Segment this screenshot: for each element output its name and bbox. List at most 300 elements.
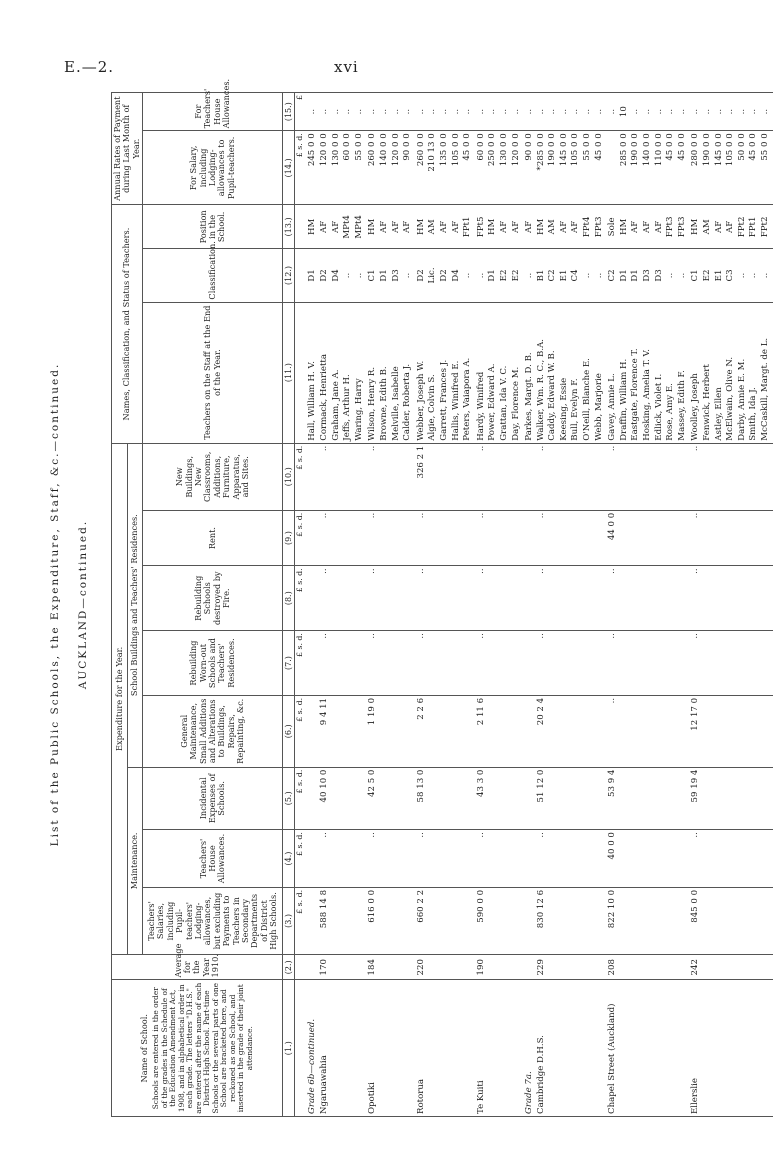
teacher-position: AF: [524, 220, 535, 233]
rent: ..: [415, 510, 475, 566]
teacher-house-allowance: ..: [607, 108, 618, 115]
teacher-classification: E1: [713, 269, 724, 282]
teacher-name-cell: [606, 302, 689, 443]
teacher-name-cell: [475, 302, 523, 443]
teacher-salary-cell: [475, 131, 523, 205]
teacher-house-allowance: 10: [618, 106, 629, 118]
school-row: [606, 93, 689, 1117]
teacher-salary: 145 0 0: [713, 133, 724, 167]
house-allowances: ..: [366, 830, 414, 888]
teacher-name-cell: [306, 302, 366, 443]
new-buildings: ..: [366, 443, 414, 510]
teacher-name-cell: [415, 302, 475, 443]
teacher-classification-cell: [689, 249, 772, 302]
teacher-classification: ..: [524, 272, 535, 279]
average-attendance: 190: [475, 955, 523, 980]
school-row: [523, 93, 606, 1117]
column-number: (1.): [283, 980, 295, 1117]
house-allowances: ..: [415, 830, 475, 888]
grade-label: Grade 6b—continued.: [307, 1018, 318, 1114]
teacher-position: MPt4: [342, 215, 353, 239]
buildings-header: School Buildings and Teachers' Residences.: [127, 443, 143, 767]
column-number: (13.): [283, 205, 295, 249]
school-name: Cambridge D.H.S.: [535, 1035, 546, 1114]
average-attendance: 184: [366, 955, 414, 980]
average-header: Average for the Year 1910.: [112, 955, 283, 980]
teacher-salary: 45 0 0: [593, 133, 604, 161]
teacher-salary: 280 0 0: [690, 133, 701, 167]
teacher-name: Algie, Colvin S.: [427, 374, 438, 441]
teachers-salaries: 660 2 2: [415, 887, 475, 954]
general-maintenance: ..: [606, 695, 689, 767]
general-maintenance: 20 2 4: [523, 695, 606, 767]
incidental-header: Incidental Expenses of Schools.: [143, 767, 283, 829]
new-buildings: ..: [306, 443, 366, 510]
rebuilding-worn: ..: [366, 631, 414, 696]
teacher-classification: ..: [593, 272, 604, 279]
teacher-name: Webb, Marjorie: [593, 373, 604, 441]
teacher-salary: 130 0 0: [498, 133, 509, 167]
average-attendance: 170: [306, 955, 366, 980]
teacher-name-cell: [523, 302, 606, 443]
teacher-classification: E2: [510, 269, 521, 282]
column-number: (7.): [283, 631, 295, 696]
teacher-name: Edlick, Violet I.: [653, 373, 664, 441]
incidental-expenses: 51 12 0: [523, 767, 606, 829]
column-number: (11.): [283, 302, 295, 443]
school-name-cell: [523, 980, 606, 1117]
teacher-classification: ..: [402, 272, 413, 279]
teacher-name: Power, Edward A.: [487, 363, 498, 441]
teacher-position: AM: [427, 219, 438, 235]
teacher-name: Hallis, Winifred E.: [450, 360, 461, 441]
school-row: [415, 93, 475, 1117]
teacher-position: AF: [390, 220, 401, 233]
teacher-salary: 145 0 0: [558, 133, 569, 167]
teacher-classification: C4: [570, 269, 581, 282]
teacher-name: Hall, William H. V.: [307, 361, 318, 441]
teacher-house-allowance: ..: [462, 108, 473, 115]
school-name: Chapel Street (Auckland): [607, 1003, 618, 1114]
teacher-salary: 55 0 0: [353, 133, 364, 161]
teacher-house-allowance: ..: [415, 108, 426, 115]
column-number: (3.): [283, 887, 295, 954]
teacher-position: AF: [330, 220, 341, 233]
teacher-salary: 120 0 0: [390, 133, 401, 167]
teacher-position-cell: [366, 205, 414, 249]
rebuilding-worn: ..: [689, 631, 772, 696]
teacher-salary-cell: [306, 131, 366, 205]
teacher-house-allowance: ..: [353, 108, 364, 115]
teacher-name: Calder, Roberta J.: [402, 363, 413, 441]
teacher-classification: C1: [367, 269, 378, 282]
general-maintenance-header: General Maintenance, Small Additions and Alterations to Buildings, Repairs, Repainting, &c.: [143, 695, 283, 767]
teacher-salary: 190 0 0: [630, 133, 641, 167]
teacher-classification: E1: [558, 269, 569, 282]
teachers-salaries: 590 0 0: [475, 887, 523, 954]
rent: ..: [523, 510, 606, 566]
average-attendance: 208: [606, 955, 689, 980]
rent: 44 0 0: [606, 510, 689, 566]
teacher-position: Sole: [607, 217, 618, 237]
rotated-table-page: [45, 78, 770, 1117]
rent: ..: [306, 510, 366, 566]
teacher-salary: 260 0 0: [367, 133, 378, 167]
teacher-name: Bull, Evelyn F.: [570, 378, 581, 441]
column-number: (5.): [283, 767, 295, 829]
teacher-house-allowance: ..: [427, 108, 438, 115]
teacher-salary-cell: [523, 131, 606, 205]
teacher-house-allowance: ..: [307, 108, 318, 115]
table-subtitle: AUCKLAND—continued.: [77, 519, 90, 690]
teacher-classification: E2: [702, 269, 712, 282]
teacher-name: Wilson, Henry R.: [367, 366, 378, 441]
units-row: £ s. d. £ s. d. £ s. d. £ s. d. £ s. d. £ s. d. £ s. d. £ s. d. £ s. d. £: [295, 93, 306, 1117]
teacher-house-allowance: ..: [630, 108, 641, 115]
teacher-classification-cell: [306, 249, 366, 302]
school-name-cell: [306, 980, 366, 1117]
teacher-house-allowance: ..: [450, 108, 461, 115]
column-number: (4.): [283, 830, 295, 888]
average-attendance: 220: [415, 955, 475, 980]
teacher-house-allowance-cell: [606, 93, 689, 131]
teacher-house-allowance: ..: [547, 108, 558, 115]
teacher-classification: D4: [330, 269, 341, 282]
names-group-header: Names, Classification, and Status of Teachers.: [112, 205, 143, 443]
teacher-position: AF: [558, 220, 569, 233]
rent: ..: [689, 510, 772, 566]
teacher-house-allowance: ..: [342, 108, 353, 115]
teacher-position: HM: [487, 218, 498, 236]
teacher-salary: 140 0 0: [378, 133, 389, 167]
teacher-house-allowance: ..: [665, 108, 676, 115]
teacher-classification-cell: [475, 249, 523, 302]
teacher-classification: D1: [487, 269, 498, 282]
teacher-house-allowance-cell: [415, 93, 475, 131]
teacher-house-allowance-cell: [366, 93, 414, 131]
teacher-classification: D1: [378, 269, 389, 282]
teacher-salary: 120 0 0: [510, 133, 521, 167]
teacher-salary: 60 0 0: [342, 133, 353, 161]
page-code: E.—2.: [64, 58, 115, 76]
column-number: (12.): [283, 249, 295, 302]
teacher-name: Peters, Vaiapora A.: [462, 357, 473, 441]
teacher-house-allowance: ..: [524, 108, 535, 115]
teacher-position: AF: [570, 220, 581, 233]
new-buildings: ..: [523, 443, 606, 510]
school-name: Ngaruawahia: [319, 1055, 329, 1114]
name-of-school-header: Name of School. Schools are entered in the order of the grades in the Schedule of the Education Amendment Act, 1908, and in alphabetical order in each grade. The letters "D.H.S." are entered after the name of each District High School. Part-time Schools or the several parts of one School are bracketed here, and reckoned as one School, and inserted in the grade of their joint attendance.: [112, 980, 283, 1117]
incidental-expenses: 40 10 0: [306, 767, 366, 829]
teacher-classification: E2: [498, 269, 509, 282]
school-name: Rotorua: [415, 1078, 426, 1114]
teacher-classification: ..: [582, 272, 593, 279]
teacher-salary: *285 0 0: [535, 133, 546, 171]
teacher-name: Eastgate, Florence T.: [630, 348, 641, 441]
teacher-name: Webber, Joseph W.: [415, 360, 426, 441]
teacher-position: HM: [618, 218, 629, 236]
teacher-classification: C1: [690, 269, 701, 282]
rent-header: Rent.: [143, 510, 283, 566]
school-name: Ellerslie: [690, 1078, 701, 1114]
school-row: [366, 93, 414, 1117]
school-name-cell: [415, 980, 475, 1117]
general-maintenance: 2 2 6: [415, 695, 475, 767]
column-number: (9.): [283, 510, 295, 566]
teacher-name: Gavey, Annie L.: [607, 373, 618, 441]
teacher-salary: 285 0 0: [618, 133, 629, 167]
column-number: (6.): [283, 695, 295, 767]
school-name: Opotiki: [367, 1082, 378, 1114]
teacher-classification: ..: [759, 272, 770, 279]
teacher-salary: 90 0 0: [402, 133, 413, 161]
teacher-position: AF: [713, 220, 724, 233]
teacher-house-allowance: ..: [570, 108, 581, 115]
teacher-classification: D1: [307, 269, 318, 282]
teacher-classification: ..: [665, 272, 676, 279]
teacher-position: FPt2: [759, 216, 770, 238]
new-buildings: ..: [606, 443, 689, 510]
teacher-house-allowance: ..: [438, 108, 449, 115]
school-name: Te Kuiti: [475, 1080, 486, 1114]
teacher-name: Smith, Ida J.: [748, 387, 759, 441]
house-allowances-header: Teachers' House Allowances.: [143, 830, 283, 888]
incidental-expenses: 42 5 0: [366, 767, 414, 829]
teacher-classification-cell: [606, 249, 689, 302]
teacher-position: MPt4: [353, 215, 364, 239]
teacher-position: HM: [415, 218, 426, 236]
teacher-name: Parkes, Margt. D. B.: [524, 352, 535, 441]
teacher-house-allowance: ..: [582, 108, 593, 115]
house-allowances: ..: [306, 830, 366, 888]
average-attendance: 242: [689, 955, 772, 980]
teacher-classification: D4: [450, 269, 461, 282]
teacher-name: Hardy, Winifred: [475, 371, 486, 441]
teacher-house-allowance: ..: [748, 108, 759, 115]
rebuilding-fire: ..: [606, 566, 689, 631]
teachers-salaries: 588 14 8: [306, 887, 366, 954]
teacher-name: Keesing, Essie: [558, 377, 569, 441]
teacher-house-allowance: ..: [690, 108, 701, 115]
general-maintenance: 2 11 6: [475, 695, 523, 767]
teacher-classification-cell: [366, 249, 414, 302]
teacher-position: AF: [630, 220, 641, 233]
teacher-salary: 130 0 0: [330, 133, 341, 167]
teacher-house-allowance: ..: [330, 108, 341, 115]
teacher-salary: 90 0 0: [524, 133, 535, 161]
teacher-classification: D1: [630, 269, 641, 282]
teachers-salaries: 822 10 0: [606, 887, 689, 954]
teacher-classification: D3: [390, 269, 401, 282]
teacher-name: O'Neill, Blanche E.: [582, 358, 593, 441]
page-number: xvi: [334, 58, 359, 76]
teacher-salary: 60 0 0: [475, 133, 486, 161]
teacher-house-allowance: ..: [390, 108, 401, 115]
school-name-cell: [689, 980, 772, 1117]
teacher-position: AF: [450, 220, 461, 233]
teacher-name: Melville, Isabelle: [390, 366, 401, 441]
teacher-position: HM: [535, 218, 546, 236]
teacher-salary: 55 0 0: [582, 133, 593, 161]
teachers-salaries: 845 0 0: [689, 887, 772, 954]
teacher-position: HM: [367, 218, 378, 236]
teacher-salary: 45 0 0: [748, 133, 759, 161]
teacher-house-allowance: ..: [402, 108, 413, 115]
teacher-house-allowance: ..: [725, 108, 736, 115]
teacher-name: Walker, Wm. R. C., B.A.: [535, 338, 546, 441]
teacher-salary: 45 0 0: [665, 133, 676, 161]
rebuilding-fire: ..: [366, 566, 414, 631]
teacher-house-allowance: ..: [713, 108, 724, 115]
annual-rates-header: Annual Rates of Payment during Last Month of Year.: [112, 93, 143, 205]
teacher-salary: 45 0 0: [676, 133, 687, 161]
teacher-position: FPt3: [676, 216, 687, 238]
teacher-position: FPt1: [748, 216, 759, 238]
teacher-name: Draffin, William H.: [618, 358, 629, 441]
teacher-name: Cormack, Henrietta: [319, 354, 329, 441]
teacher-position-cell: [306, 205, 366, 249]
teacher-position-cell: [475, 205, 523, 249]
school-row: [306, 93, 366, 1117]
new-buildings: ..: [475, 443, 523, 510]
school-row: [689, 93, 772, 1117]
teacher-classification: D1: [618, 269, 629, 282]
house-allowances: ..: [689, 830, 772, 888]
general-maintenance: 1 19 0: [366, 695, 414, 767]
teacher-house-allowance-cell: [306, 93, 366, 131]
teacher-position-cell: [415, 205, 475, 249]
teacher-position: AF: [319, 220, 329, 233]
school-expenditure-table: [111, 78, 773, 1117]
teacher-classification: ..: [736, 272, 747, 279]
teacher-position: AM: [547, 219, 558, 235]
teacher-name: Hosking, Amelia T. V.: [642, 349, 653, 441]
table-body: [295, 93, 773, 1117]
rebuilding-worn: ..: [523, 631, 606, 696]
teacher-salary-cell: [606, 131, 689, 205]
teacher-classification: D3: [653, 269, 664, 282]
teacher-name: Astley, Ellen: [713, 387, 724, 441]
teacher-position-cell: [523, 205, 606, 249]
teacher-position: FPt3: [593, 216, 604, 238]
teacher-house-allowance: ..: [676, 108, 687, 115]
teacher-name: Day, Florence M.: [510, 366, 521, 441]
teacher-classification: ..: [676, 272, 687, 279]
teacher-classification: C2: [547, 269, 558, 282]
general-maintenance: 12 17 0: [689, 695, 772, 767]
column-number: (8.): [283, 566, 295, 631]
table-title: List of the Public Schools, the Expenditure, Staff, &c.—continued.: [49, 362, 61, 847]
school-name-cell: [606, 980, 689, 1117]
rebuilding-fire: ..: [689, 566, 772, 631]
teacher-name: Darby, Annie E. M.: [736, 358, 747, 441]
teacher-name: McElwain, Olive N.: [725, 356, 736, 441]
salaries-header: Teachers' Salaries, including Pupil-teachers' Lodging-allowances, but excluding Payments to Teachers in Secondary Departments of District High Schools.: [143, 887, 283, 954]
teacher-salary-cell: [415, 131, 475, 205]
teacher-house-allowance: ..: [702, 108, 712, 115]
teacher-position: AF: [642, 220, 653, 233]
position-header: Position in the School.: [143, 205, 283, 249]
column-number: (14.): [283, 131, 295, 205]
teacher-classification: ..: [353, 272, 364, 279]
rebuilding-fire: ..: [475, 566, 523, 631]
teacher-salary: 55 0 0: [759, 133, 770, 161]
school-name-cell: [475, 980, 523, 1117]
grade-label: Grade 7a.: [524, 1071, 535, 1114]
rebuilding-worn: ..: [415, 631, 475, 696]
teacher-position: AF: [725, 220, 736, 233]
teacher-salary-cell: [689, 131, 772, 205]
teacher-position: FPt5: [475, 216, 486, 238]
rebuilding-fire: ..: [523, 566, 606, 631]
rebuilding-worn-header: Rebuilding Worn-out Schools and Teachers' Residences.: [143, 631, 283, 696]
house-allowances: 40 0 0: [606, 830, 689, 888]
rent: ..: [475, 510, 523, 566]
teacher-classification-cell: [523, 249, 606, 302]
column-number: (2.): [283, 955, 295, 980]
for-house-header: For Teachers' House Allowances.: [143, 93, 283, 131]
teacher-name: Caddy, Edward W. B.: [547, 350, 558, 441]
teacher-salary: 110 0 0: [653, 133, 664, 167]
general-maintenance: 9 4 11: [306, 695, 366, 767]
teacher-house-allowance-cell: [475, 93, 523, 131]
teacher-position: AM: [702, 219, 712, 235]
teacher-house-allowance: ..: [498, 108, 509, 115]
rebuilding-worn: ..: [475, 631, 523, 696]
school-row: [475, 93, 523, 1117]
teacher-salary: [607, 133, 619, 202]
teacher-salary: 140 0 0: [642, 133, 653, 167]
teacher-house-allowance: ..: [487, 108, 498, 115]
rebuilding-worn: ..: [606, 631, 689, 696]
teacher-name: Fenwick, Herbert: [702, 364, 712, 441]
teacher-house-allowance: ..: [475, 108, 486, 115]
teacher-name: Grattan, Ida V. C.: [498, 365, 509, 441]
teacher-classification: ..: [475, 272, 486, 279]
maintenance-header: Maintenance.: [127, 767, 143, 954]
teacher-house-allowance: ..: [558, 108, 569, 115]
teacher-salary: 120 0 0: [319, 133, 329, 167]
column-number: (10.): [283, 443, 295, 510]
teacher-position-cell: [606, 205, 689, 249]
teachers-salaries: 830 12 6: [523, 887, 606, 954]
column-number: (15.): [283, 93, 295, 131]
teacher-salary: 245 0 0: [307, 133, 318, 167]
teacher-house-allowance: ..: [736, 108, 747, 115]
column-numbers-row: [283, 93, 295, 1117]
classification-header: Classification.: [143, 249, 283, 302]
rebuilding-fire: ..: [415, 566, 475, 631]
teacher-position: AF: [498, 220, 509, 233]
rebuilding-worn: ..: [306, 631, 366, 696]
teacher-salary: 50 0 0: [736, 133, 747, 161]
teacher-position: AF: [653, 220, 664, 233]
expenditure-header: Expenditure for the Year.: [112, 443, 128, 954]
teacher-name: Waring, Harry: [353, 378, 364, 441]
teacher-house-allowance-cell: [689, 93, 772, 131]
teacher-classification: D2: [319, 269, 329, 282]
school-name-cell: [366, 980, 414, 1117]
teacher-salary: 105 0 0: [725, 133, 736, 167]
teacher-position: HM: [690, 218, 701, 236]
teachers-salaries: 616 0 0: [366, 887, 414, 954]
teacher-name: Rose, Amy E.: [665, 383, 676, 441]
incidental-expenses: 59 19 4: [689, 767, 772, 829]
teacher-salary: 210 13 0: [427, 133, 438, 172]
teacher-classification: D2: [415, 269, 426, 282]
teacher-position-cell: [689, 205, 772, 249]
teacher-house-allowance: ..: [367, 108, 378, 115]
